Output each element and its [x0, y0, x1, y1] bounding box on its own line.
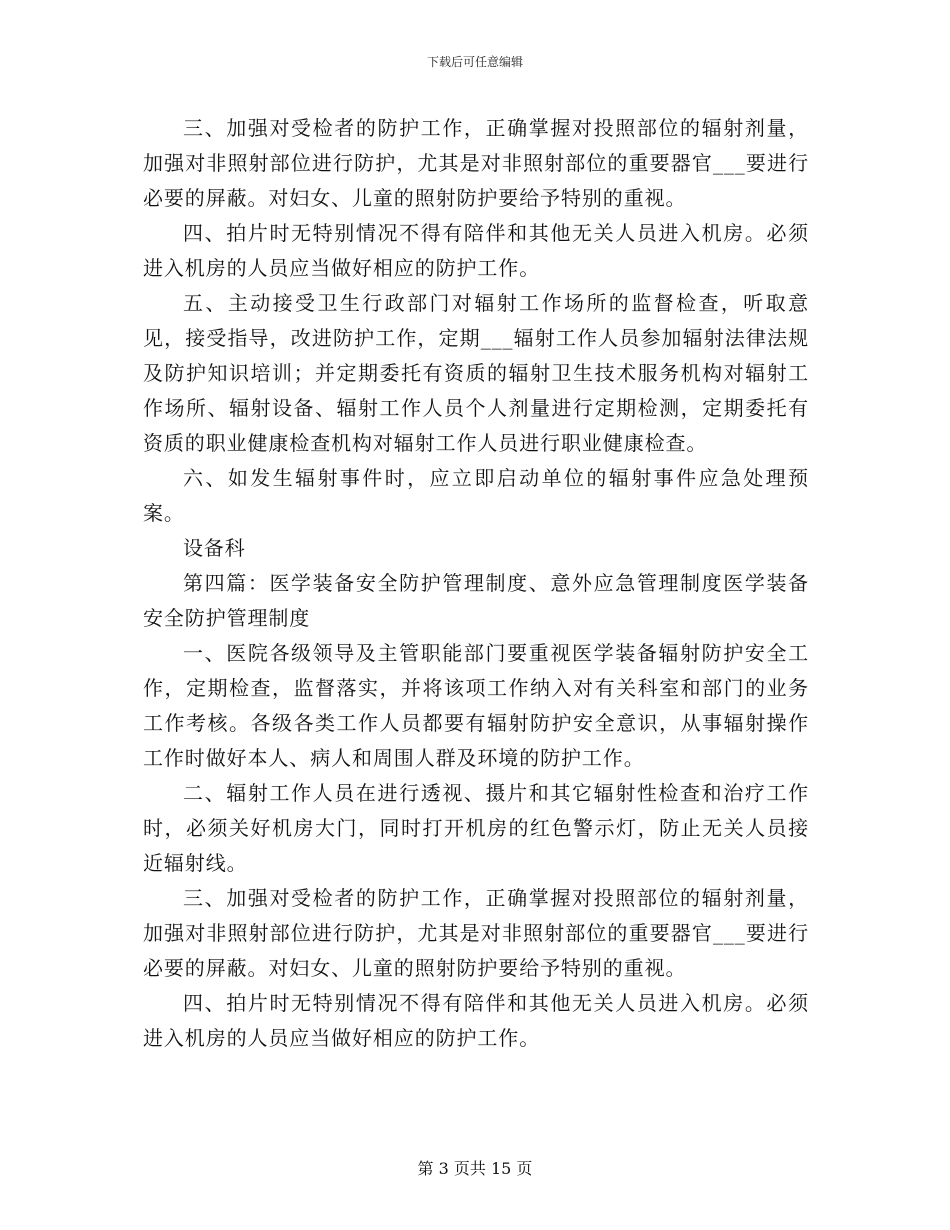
page-number: 第 3 页共 15 页 [417, 1159, 533, 1178]
paragraph-2-staff: 二、辐射工作人员在进行透视、摄片和其它辐射性检查和治疗工作时，必须关好机房大门，同时打开机房的红色警示灯，防止无关人员接近辐射线。 [143, 781, 809, 875]
department-signature: 设备科 [183, 536, 246, 560]
section-title: 第四篇：医学装备安全防护管理制度、意外应急管理制度医学装备安全防护管理制度 [143, 571, 809, 630]
document-body [143, 111, 809, 1056]
paragraph-5-inspection: 五、主动接受卫生行政部门对辐射工作场所的监督检查，听取意见，接受指导，改进防护工作，定期___辐射工作人员参加辐射法律法规及防护知识培训；并定期委托有资质的辐射卫生技术服务机构对辐射工作场所、辐射设备、辐射工作人员个人剂量进行定期检测，定期委托有资质的职业健康检查机构对辐射工作人员进行职业健康检查。 [143, 291, 809, 455]
paragraph-6-incident: 六、如发生辐射事件时，应立即启动单位的辐射事件应急处理预案。 [143, 466, 809, 525]
paragraph-3-protection: 三、加强对受检者的防护工作，正确掌握对投照部位的辐射剂量，加强对非照射部位进行防护，尤其是对非照射部位的重要器官___要进行必要的屏蔽。对妇女、儿童的照射防护要给予特别的重视。 [143, 116, 809, 210]
paragraph-3-protection-repeat: 三、加强对受检者的防护工作，正确掌握对投照部位的辐射剂量，加强对非照射部位进行防护，尤其是对非照射部位的重要器官___要进行必要的屏蔽。对妇女、儿童的照射防护要给予特别的重视。 [143, 886, 809, 980]
paragraph-4-filming-repeat: 四、拍片时无特别情况不得有陪伴和其他无关人员进入机房。必须进入机房的人员应当做好相应的防护工作。 [143, 991, 809, 1050]
page-header: 下载后可任意编辑 [426, 55, 523, 69]
paragraph-4-filming: 四、拍片时无特别情况不得有陪伴和其他无关人员进入机房。必须进入机房的人员应当做好相应的防护工作。 [143, 221, 809, 280]
paragraph-1-leadership: 一、医院各级领导及主管职能部门要重视医学装备辐射防护安全工作，定期检查，监督落实，并将该项工作纳入对有关科室和部门的业务工作考核。各级各类工作人员都要有辐射防护安全意识，从事辐射操作工作时做好本人、病人和周围人群及环境的防护工作。 [143, 641, 809, 770]
